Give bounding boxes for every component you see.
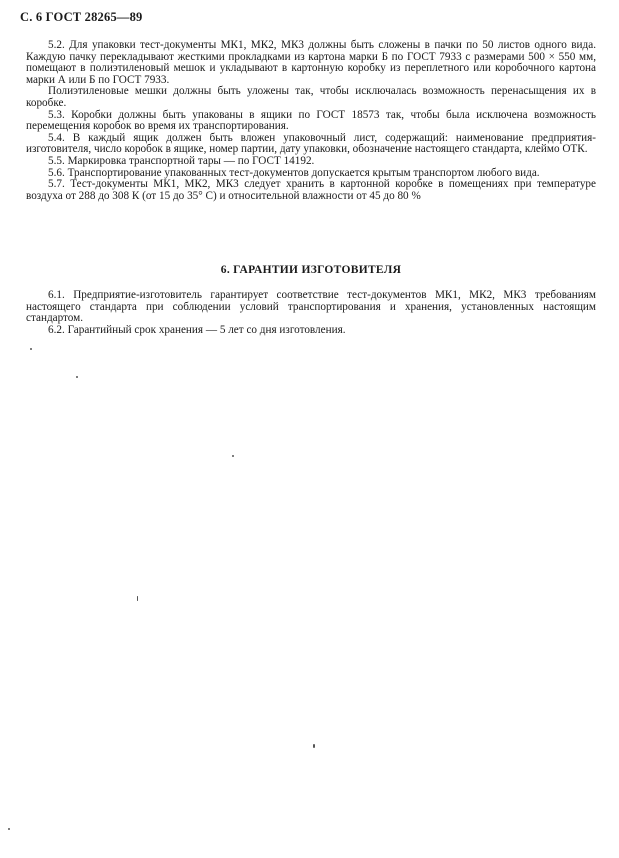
paragraph-5-6: 5.6. Транспортирование упакованных тест-документов допускается крытым транспортом любого вида. [48,166,540,179]
paragraph-5-7: 5.7. Тест-документы МК1, МК2, МК3 следует хранить в картонной коробке в помещениях при температуре воздуха от 288 до 308 К (от 15 до 35° С) и относительной влажности от 45 до 80 % [26,178,596,202]
section-5-body [26,40,596,202]
paragraph-6-1: 6.1. Предприятие-изготовитель гарантирует соответствие тест-документов МК1, МК2, МК3 требованиям настоящего стандарта при соблюдении условий транспортирования и хранения, установленных настоящим стандартом. [26,289,596,325]
scan-speck [76,376,78,378]
paragraph-5-5: 5.5. Маркировка транспортной тары — по ГОСТ 14192. [48,154,315,167]
paragraph-5-2-cont: Полиэтиленовые мешки должны быть уложены так, чтобы исключалась возможность перенасыщения их в коробке. [26,85,596,109]
scan-speck [313,744,315,748]
scan-speck [232,455,234,457]
section-6-title: 6. ГАРАНТИИ ИЗГОТОВИТЕЛЯ [220,264,402,276]
section-6-body [26,290,596,336]
paragraph-6-2: 6.2. Гарантийный срок хранения — 5 лет со дня изготовления. [48,323,346,336]
scan-speck [30,348,32,350]
paragraph-5-4: 5.4. В каждый ящик должен быть вложен упаковочный лист, содержащий: наименование предприятия-изготовителя, число коробок в ящике, номер партии, дату упаковки, обозначение настоящего стандарта, клеймо ОТК. [26,131,596,156]
scan-speck [8,828,10,830]
paragraph-5-3: 5.3. Коробки должны быть упакованы в ящики по ГОСТ 18573 так, чтобы была исключена возможность перемещения коробок во время их транспортирования. [26,108,596,133]
paragraph-5-2: 5.2. Для упаковки тест-документы МК1, МК2, МК3 должны быть сложены в пачки по 50 листов одного вида. Каждую пачку перекладывают жесткими прокладками из картона марки Б по ГОСТ 7933 с размерами 500 × 550 мм, помещают в полиэтиленовый мешок и укладывают в картонную коробку из переплетного или коробочного картона марки А или Б по ГОСТ 7933. [26,39,596,86]
page-header: С. 6 ГОСТ 28265—89 [20,10,143,24]
scan-speck [137,596,138,601]
